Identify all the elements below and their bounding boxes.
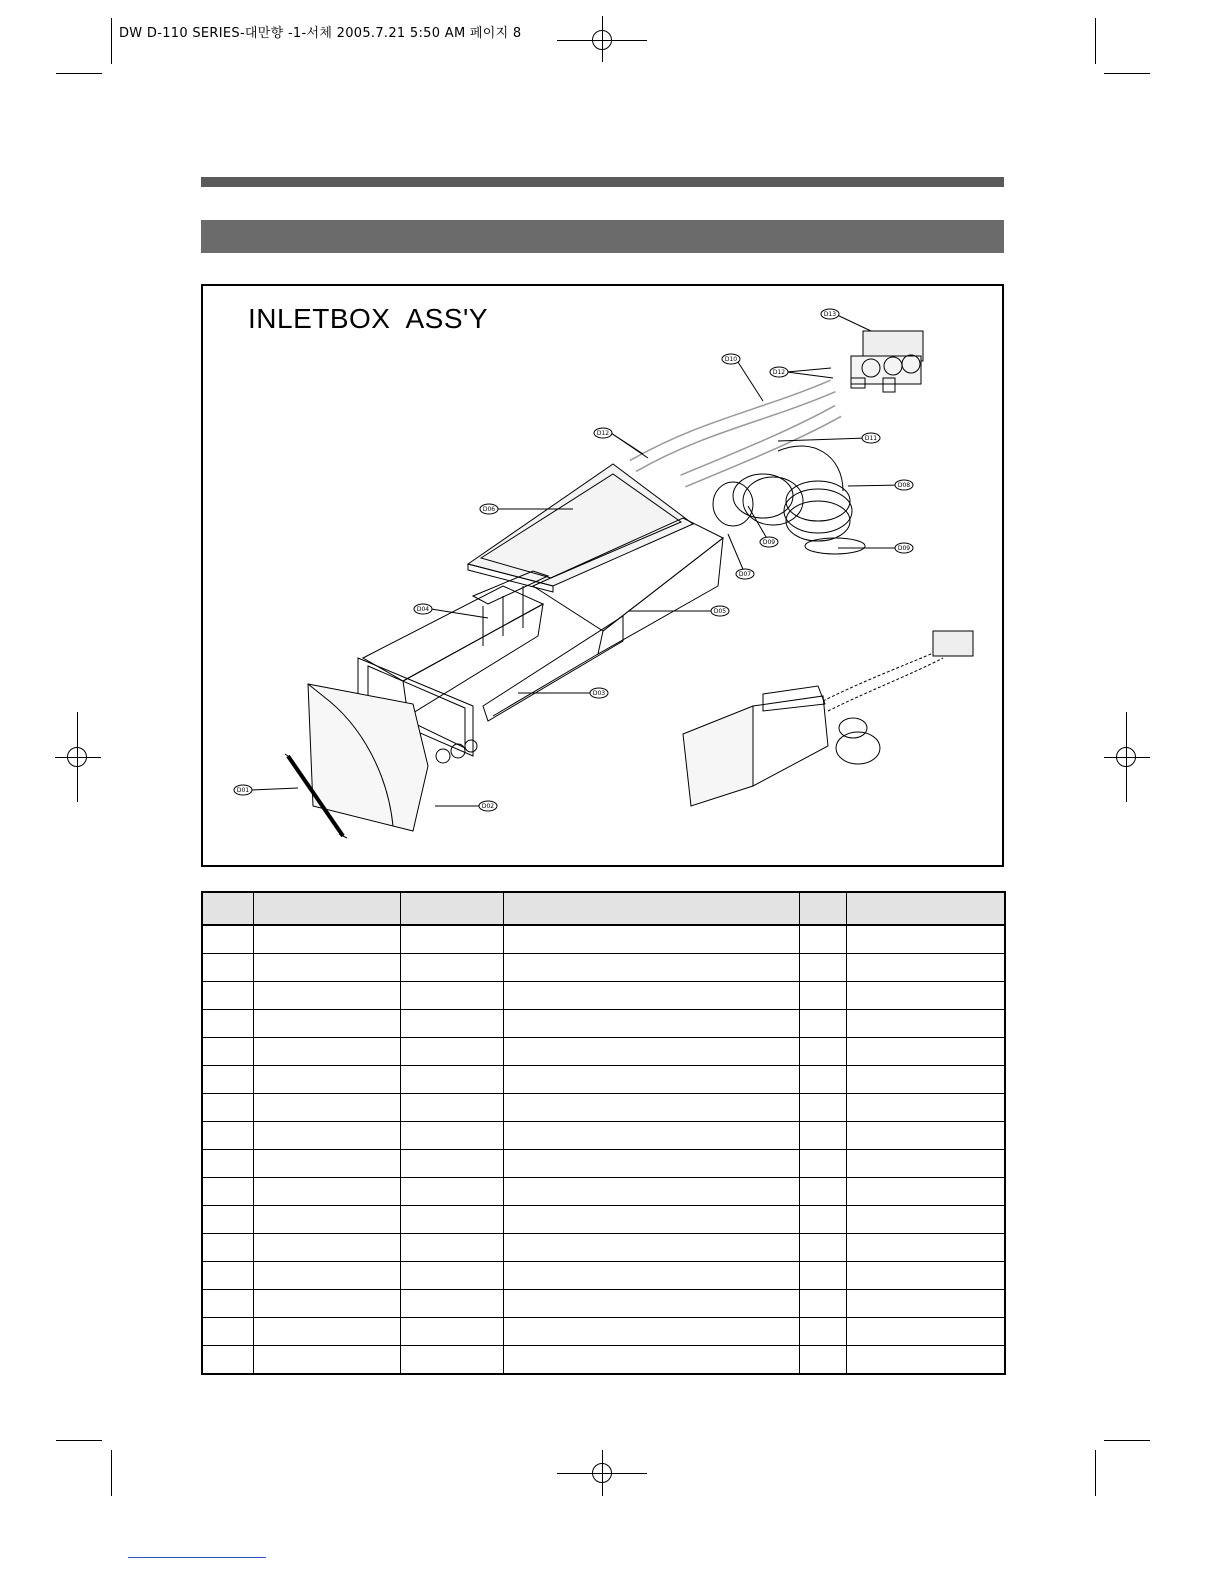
callout-d06: D06	[482, 506, 496, 513]
header-cell	[400, 892, 503, 925]
table-cell	[503, 1346, 799, 1375]
table-cell	[503, 1262, 799, 1290]
table-row	[202, 925, 1005, 954]
table-cell	[846, 1066, 1005, 1094]
table-cell	[202, 1122, 253, 1150]
table-cell	[400, 1206, 503, 1234]
table-cell	[400, 1290, 503, 1318]
table-cell	[253, 1010, 400, 1038]
drawer-handle-icon	[308, 684, 477, 831]
table-row	[202, 1038, 1005, 1066]
table-cell	[202, 1010, 253, 1038]
table-cell	[400, 1234, 503, 1262]
header-cell	[799, 892, 846, 925]
table-cell	[253, 1038, 400, 1066]
table-cell	[253, 1234, 400, 1262]
table-cell	[846, 954, 1005, 982]
table-cell	[202, 925, 253, 954]
callout-d09-right: D09	[897, 545, 911, 552]
table-cell	[202, 1206, 253, 1234]
table-row	[202, 1178, 1005, 1206]
table-cell	[846, 982, 1005, 1010]
figure-title: INLETBOX ASS'Y	[248, 303, 489, 334]
table-cell	[503, 954, 799, 982]
inletbox-assembly-figure	[201, 284, 1004, 867]
callout-d12-top: D12	[772, 369, 786, 376]
table-cell	[202, 1150, 253, 1178]
table-cell	[202, 982, 253, 1010]
table-cell	[799, 1318, 846, 1346]
bottom-underline	[128, 1557, 266, 1558]
callout-d04: D04	[416, 606, 430, 613]
table-row	[202, 1318, 1005, 1346]
table-cell	[253, 1262, 400, 1290]
table-row	[202, 1094, 1005, 1122]
table-cell	[799, 1262, 846, 1290]
table-cell	[799, 1346, 846, 1375]
callout-d01: D01	[236, 787, 250, 794]
table-cell	[253, 1178, 400, 1206]
table-cell	[253, 954, 400, 982]
table-cell	[400, 1150, 503, 1178]
callout-d05: D05	[713, 608, 727, 615]
parts-list-table	[201, 891, 1006, 1375]
table-row	[202, 1150, 1005, 1178]
table-cell	[253, 1066, 400, 1094]
table-cell	[799, 1290, 846, 1318]
table-row	[202, 1290, 1005, 1318]
callout-d10: D10	[724, 356, 738, 363]
table-cell	[799, 1010, 846, 1038]
water-valve-icon	[851, 331, 923, 392]
table-cell	[202, 1290, 253, 1318]
table-cell	[799, 954, 846, 982]
table-cell	[846, 1206, 1005, 1234]
table-cell	[846, 1262, 1005, 1290]
section-title-bar	[201, 220, 1004, 253]
table-cell	[400, 1318, 503, 1346]
table-cell	[202, 1038, 253, 1066]
table-cell	[503, 1234, 799, 1262]
table-cell	[253, 1290, 400, 1318]
header-cell	[202, 892, 253, 925]
callout-d08: D08	[897, 482, 911, 489]
table-cell	[253, 925, 400, 954]
table-cell	[846, 1318, 1005, 1346]
table-row	[202, 1346, 1005, 1375]
table-row	[202, 1066, 1005, 1094]
table-cell	[503, 1122, 799, 1150]
table-cell	[799, 1234, 846, 1262]
table-cell	[799, 1206, 846, 1234]
table-cell	[202, 954, 253, 982]
table-cell	[400, 1066, 503, 1094]
print-header: DW D-110 SERIES-대만향 -1-서체 2005.7.21 5:50 AM 페이지 8	[119, 26, 522, 41]
table-row	[202, 954, 1005, 982]
table-cell	[846, 1290, 1005, 1318]
table-cell	[503, 1010, 799, 1038]
table-cell	[503, 1066, 799, 1094]
table-cell	[503, 1150, 799, 1178]
table-cell	[202, 1318, 253, 1346]
assembled-view-icon	[683, 631, 973, 806]
table-cell	[799, 1150, 846, 1178]
table-cell	[503, 1290, 799, 1318]
table-cell	[400, 1122, 503, 1150]
table-row	[202, 1122, 1005, 1150]
table-row	[202, 1010, 1005, 1038]
table-cell	[799, 1094, 846, 1122]
top-rule-bar	[201, 177, 1004, 187]
table-cell	[253, 1346, 400, 1375]
table-cell	[202, 1066, 253, 1094]
table-cell	[253, 1318, 400, 1346]
table-cell	[253, 1150, 400, 1178]
table-cell	[400, 1010, 503, 1038]
table-cell	[253, 1122, 400, 1150]
table-cell	[253, 1206, 400, 1234]
table-cell	[400, 1038, 503, 1066]
table-cell	[799, 925, 846, 954]
dispenser-drawer-icon	[363, 571, 548, 716]
inletbox-cover-icon	[468, 464, 693, 592]
table-cell	[503, 982, 799, 1010]
table-cell	[846, 1150, 1005, 1178]
table-cell	[799, 1122, 846, 1150]
callout-d07: D07	[738, 571, 752, 578]
table-cell	[202, 1234, 253, 1262]
table-cell	[799, 1178, 846, 1206]
table-cell	[253, 982, 400, 1010]
table-cell	[503, 1094, 799, 1122]
table-cell	[202, 1346, 253, 1375]
table-cell	[503, 1318, 799, 1346]
table-row	[202, 1206, 1005, 1234]
table-cell	[400, 954, 503, 982]
table-cell	[846, 1094, 1005, 1122]
table-cell	[846, 1010, 1005, 1038]
table-cell	[202, 1262, 253, 1290]
exploded-view-drawing	[203, 286, 1002, 865]
table-cell	[253, 1094, 400, 1122]
callout-d11: D11	[864, 435, 878, 442]
table-row	[202, 982, 1005, 1010]
table-cell	[400, 1346, 503, 1375]
table-cell	[202, 1094, 253, 1122]
callout-d12-left: D12	[596, 430, 610, 437]
table-cell	[799, 1066, 846, 1094]
callout-d03: D03	[592, 690, 606, 697]
table-cell	[503, 1178, 799, 1206]
table-cell	[799, 1038, 846, 1066]
table-cell	[400, 982, 503, 1010]
table-cell	[846, 925, 1005, 954]
table-cell	[799, 982, 846, 1010]
table-header-row	[202, 892, 1005, 925]
table-cell	[400, 925, 503, 954]
callout-d09-left: D09	[762, 539, 776, 546]
table-cell	[400, 1094, 503, 1122]
table-cell	[503, 1206, 799, 1234]
table-cell	[846, 1178, 1005, 1206]
table-cell	[846, 1234, 1005, 1262]
callout-d13: D13	[823, 311, 837, 318]
table-cell	[202, 1178, 253, 1206]
callout-d02: D02	[481, 803, 495, 810]
header-cell	[503, 892, 799, 925]
table-cell	[400, 1178, 503, 1206]
header-cell	[253, 892, 400, 925]
table-body	[202, 925, 1005, 1374]
header-cell	[846, 892, 1005, 925]
table-cell	[846, 1038, 1005, 1066]
table-cell	[846, 1346, 1005, 1375]
table-cell	[503, 925, 799, 954]
table-cell	[503, 1038, 799, 1066]
table-row	[202, 1262, 1005, 1290]
table-row	[202, 1234, 1005, 1262]
table-cell	[400, 1262, 503, 1290]
table-cell	[846, 1122, 1005, 1150]
